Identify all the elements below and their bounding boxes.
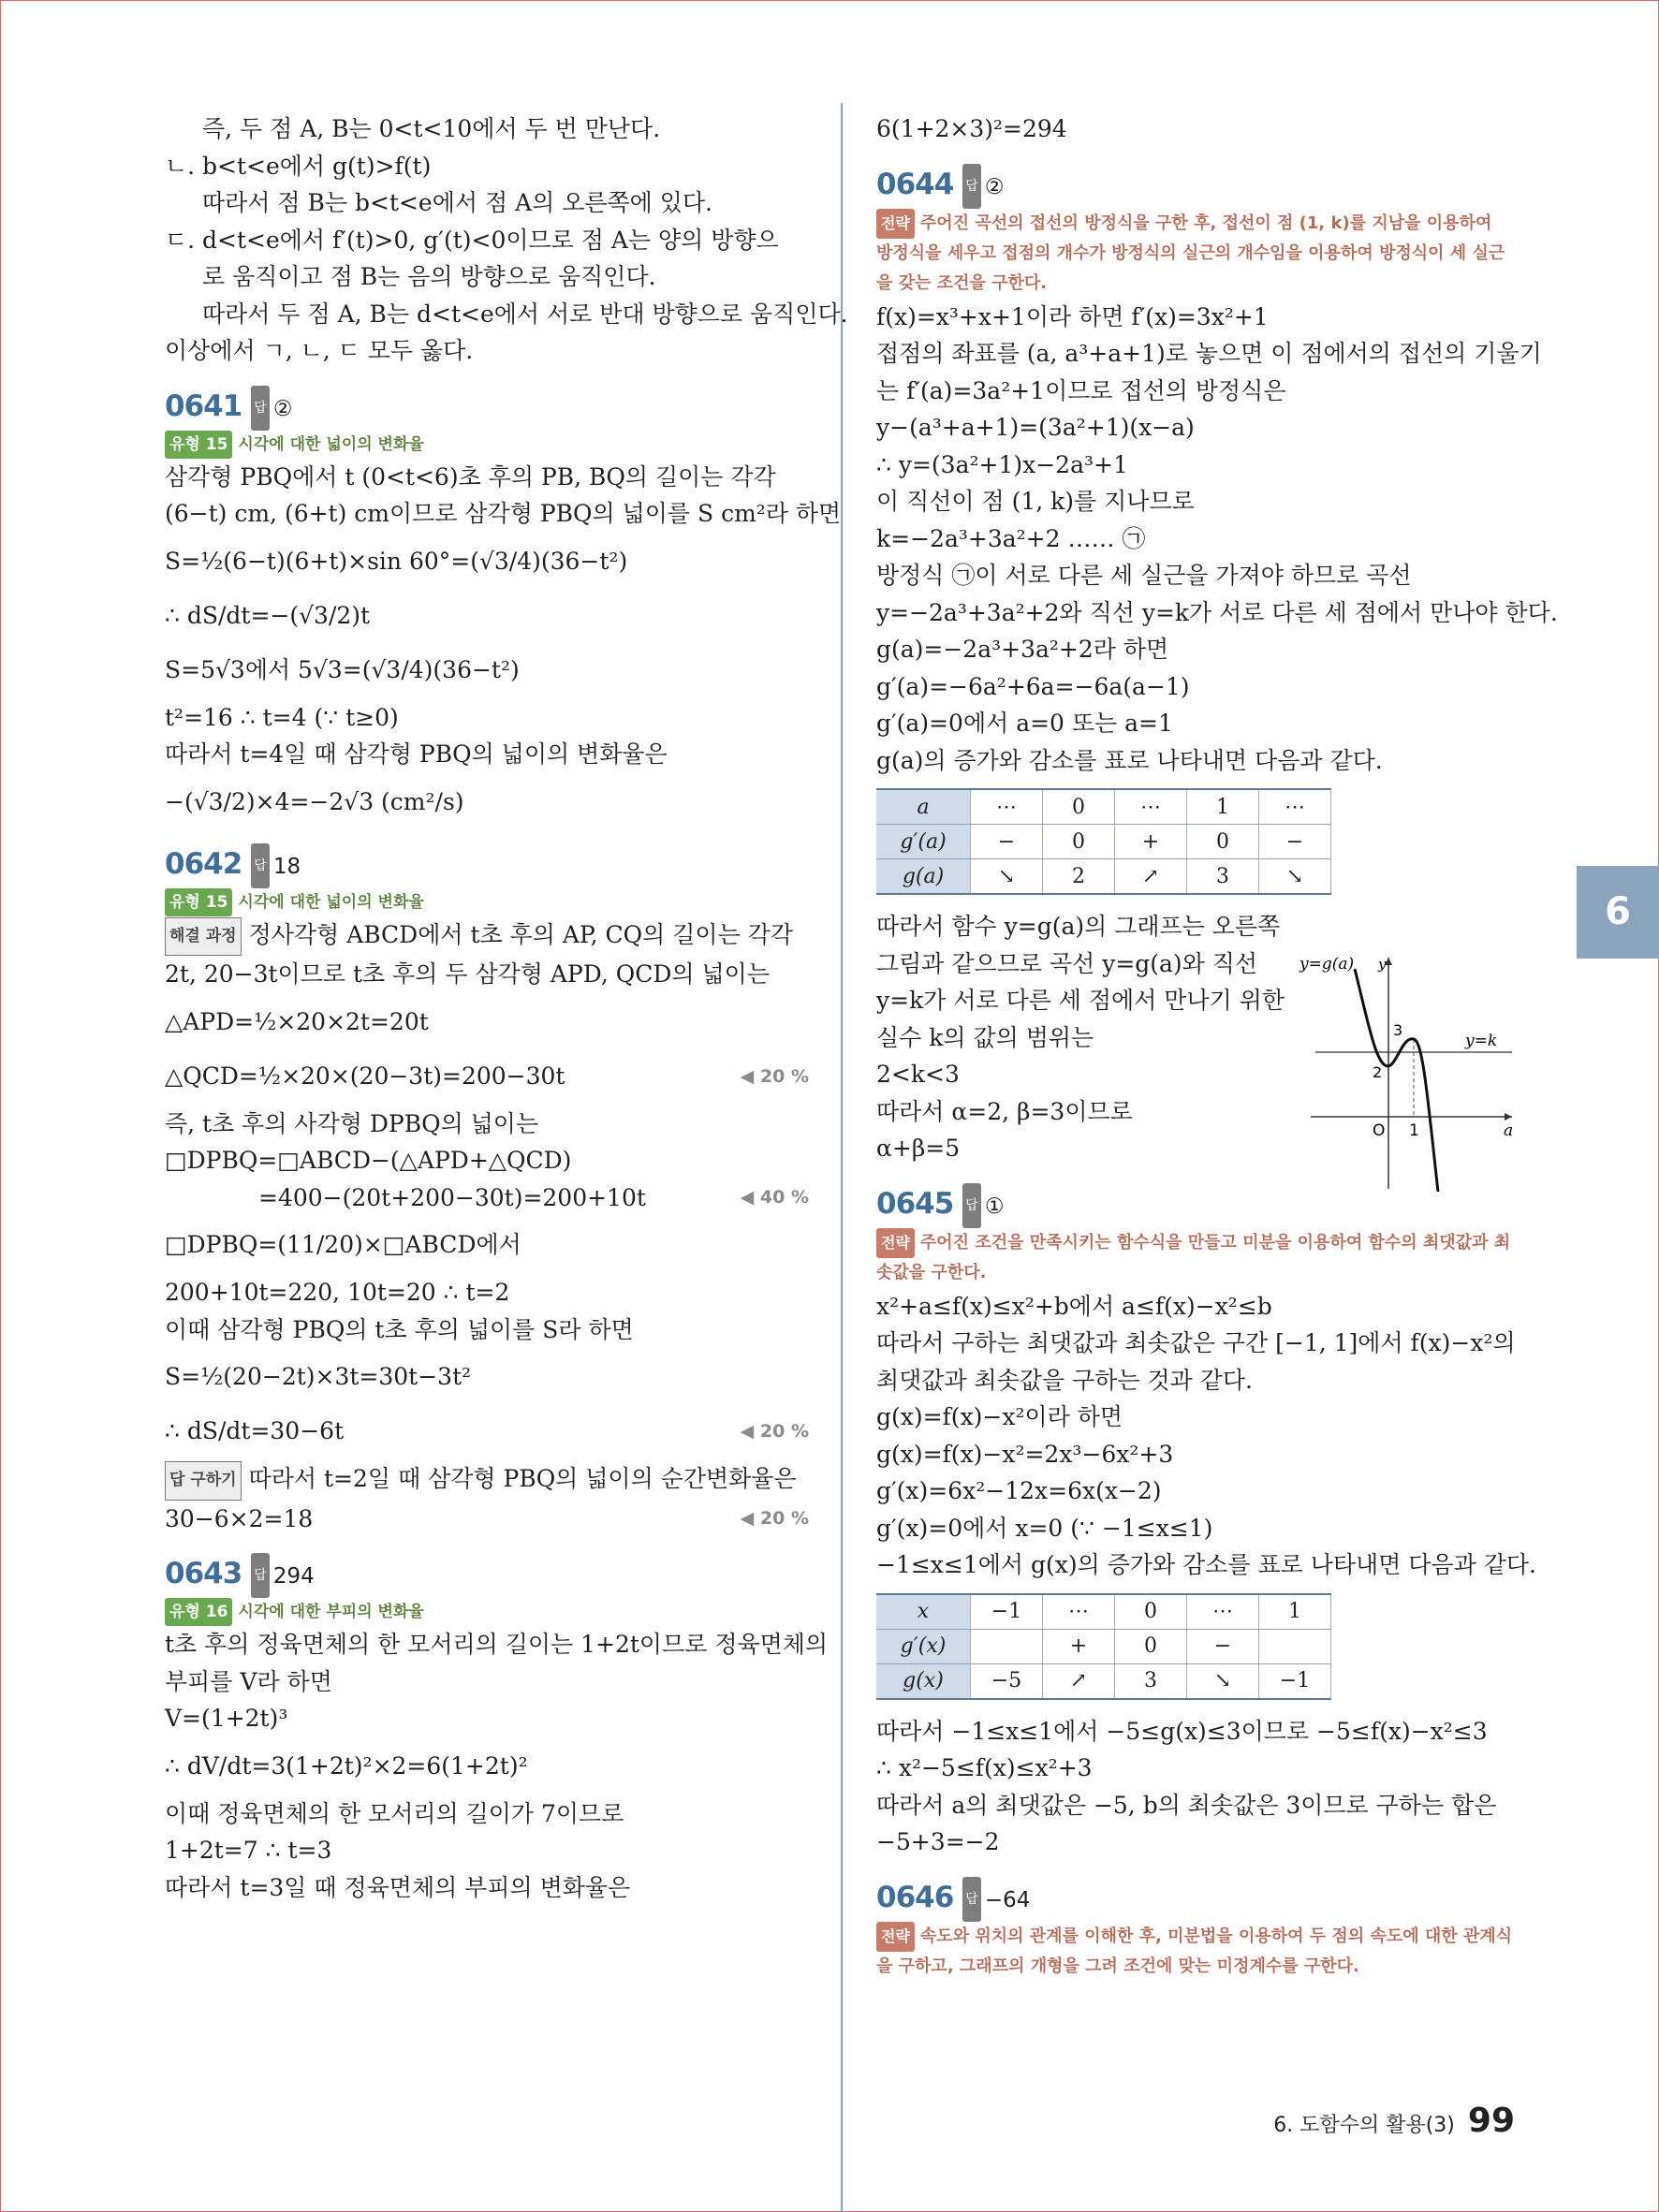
label-y: y (1378, 956, 1387, 973)
table-cell: −1 (971, 1594, 1043, 1630)
table-row (876, 789, 1331, 825)
equation: 200+10t=220, 10t=20 ∴ t=2 (165, 1279, 510, 1306)
text-content: △QCD=½×20×(20−3t)=200−30t (165, 1062, 565, 1090)
text-line: 즉, 두 점 A, B는 0<t<10에서 두 번 만난다. (202, 115, 661, 142)
page-number: 99 (1467, 2102, 1515, 2140)
score-percent: ◀ 20 % (740, 1065, 809, 1087)
equation: ∴ x²−5≤f(x)≤x²+3 (876, 1754, 1093, 1781)
table-row (876, 1629, 1331, 1663)
answer-icon: 답 (251, 843, 270, 888)
table-cell: − (1259, 825, 1331, 859)
answer-icon: 답 (962, 1183, 981, 1228)
text-line: t초 후의 정육면체의 한 모서리의 길이는 1+2t이므로 정육면체의 (165, 1631, 829, 1658)
equation: V=(1+2t)³ (165, 1705, 288, 1732)
text-line: g(a)의 증가와 감소를 표로 나타내면 다음과 같다. (876, 746, 1383, 774)
step-badge: 해결 과정 (165, 917, 242, 957)
table-cell: g(a) (876, 859, 971, 895)
table-cell: 0 (1187, 825, 1259, 859)
table-cell: + (1115, 825, 1187, 859)
equation (165, 1406, 809, 1457)
text-line: 따라서 α=2, β=3이므로 (876, 1097, 1133, 1125)
equation: □DPBQ=□ABCD−(△APD+△QCD) (165, 1147, 572, 1174)
chapter-tab: 6 (1577, 866, 1659, 959)
equation: −5+3=−2 (876, 1828, 1000, 1855)
equation: △APD=½×20×2t=20t (165, 1007, 429, 1035)
table-cell: 0 (1115, 1629, 1187, 1663)
answer-icon: 답 (251, 1553, 270, 1598)
problem-header-0644 (876, 163, 1513, 209)
strategy-badge: 전략 (876, 1922, 915, 1952)
left-column (165, 110, 848, 1906)
strategy-note (876, 1922, 1513, 1982)
equation: g′(x)=0에서 x=0 (∵ −1≤x≤1) (876, 1514, 1213, 1542)
variation-table-0644 (876, 788, 1331, 895)
table-cell: x (876, 1594, 971, 1630)
table-cell: 1 (1187, 789, 1259, 825)
answer-icon: 답 (251, 386, 270, 431)
type-badge: 유형 15 (165, 431, 232, 459)
table-cell: 1 (1259, 1594, 1331, 1630)
problem-header-0642 (165, 842, 809, 888)
strategy-badge: 전략 (876, 1228, 915, 1258)
label-a: a (1504, 1121, 1514, 1140)
text-line: 즉, t초 후의 사각형 DPBQ의 넓이는 (165, 1109, 539, 1137)
table-cell: ⋯ (1115, 789, 1187, 825)
table-cell: ⋯ (1187, 1594, 1259, 1630)
cubic-graph (1292, 950, 1517, 1194)
problem-header-0643 (165, 1552, 809, 1598)
label-k: y=k (1465, 1032, 1498, 1050)
type-badge: 유형 15 (165, 888, 232, 916)
text-line: 따라서 두 점 A, B는 d<t<e에서 서로 반대 방향으로 움직인다. (202, 300, 848, 328)
label-2: 2 (1373, 1063, 1383, 1081)
score-percent: ◀ 20 % (740, 1421, 809, 1442)
table-cell: g′(a) (876, 825, 971, 859)
table-cell: − (1187, 1629, 1259, 1663)
text-line: 그림과 같으므로 곡선 y=g(a)와 직선 (876, 949, 1258, 977)
type-text: 시각에 대한 넓이의 변화율 (238, 434, 424, 454)
step-badge: 답 구하기 (165, 1461, 242, 1501)
text-line: −1≤x≤1에서 g(x)의 증가와 감소를 표로 나타내면 다음과 같다. (876, 1551, 1536, 1578)
table-cell: g(x) (876, 1663, 971, 1699)
x-axis-arrow (1505, 1113, 1512, 1121)
problem-number: 0641 (165, 388, 242, 423)
table-cell: g′(x) (876, 1629, 971, 1663)
equation (165, 1179, 809, 1217)
equation: 2<k<3 (876, 1061, 960, 1088)
text-content: =400−(20t+200−30t)=200+10t (258, 1183, 646, 1211)
equation: g(a)=−2a³+3a²+2라 하면 (876, 636, 1169, 663)
answer-value: 294 (272, 1564, 315, 1589)
equation: g′(x)=6x²−12x=6x(x−2) (876, 1477, 1162, 1504)
label-3: 3 (1393, 1021, 1403, 1039)
equation: 따라서 −1≤x≤1에서 −5≤g(x)≤3이므로 −5≤f(x)−x²≤3 (876, 1717, 1488, 1745)
strategy-note (876, 1228, 1513, 1288)
strategy-badge: 전략 (876, 209, 915, 239)
strategy-text: 속도와 위치의 관계를 이해한 후, 미분법을 이용하여 두 점의 속도에 대한 관계식을 구하고, 그래프의 개형을 그려 조건에 맞는 미정계수를 구한다. (876, 1926, 1513, 1976)
curve-g (1355, 969, 1438, 1192)
table-cell: ↗ (1043, 1663, 1115, 1699)
text-line: 따라서 함수 y=g(a)의 그래프는 오른쪽 (876, 913, 1281, 940)
type-label (165, 1598, 809, 1626)
page-footer (1273, 2102, 1515, 2140)
text-content: ∴ dS/dt=30−6t (165, 1417, 345, 1444)
answer-icon: 답 (962, 1877, 981, 1922)
strategy-text: 주어진 조건을 만족시키는 함수식을 만들고 미분을 이용하여 함수의 최댓값과 최솟값을 구한다. (876, 1232, 1511, 1282)
text-line: 따라서 t=4일 때 삼각형 PBQ의 넓이의 변화율은 (165, 740, 668, 768)
equation: g(x)=f(x)−x²=2x³−6x²+3 (876, 1440, 1174, 1468)
equation: t²=16 ∴ t=4 (∵ t≥0) (165, 703, 399, 731)
equation: S=½(20−2t)×3t=30t−3t² (165, 1363, 472, 1390)
table-row (876, 1594, 1331, 1630)
strategy-text: 주어진 곡선의 접선의 방정식을 구한 후, 접선이 점 (1, k)를 지남을 이용하여 방정식을 세우고 접점의 개수가 방정식의 실근의 개수임을 이용하여 방정식이 세 실근을 갖는 조건을 구한다. (876, 212, 1505, 293)
text-line: 이때 삼각형 PBQ의 t초 후의 넓이를 S라 하면 (165, 1315, 634, 1343)
text-line: 2t, 20−3t이므로 t초 후의 두 삼각형 APD, QCD의 넓이는 (165, 960, 770, 988)
problem-number: 0646 (876, 1880, 954, 1914)
answer-value: −64 (984, 1887, 1031, 1912)
label-g: y=g(a) (1299, 955, 1355, 974)
text-line: 이 직선이 점 (1, k)를 지나므로 (876, 488, 1195, 515)
text-line (165, 1460, 809, 1501)
text-line: 따라서 a의 최댓값은 −5, b의 최솟값은 3이므로 구하는 합은 (876, 1791, 1497, 1819)
text-line (165, 916, 809, 957)
text-line: y=k가 서로 다른 세 점에서 만나기 위한 (876, 987, 1285, 1014)
table-cell: 2 (1043, 859, 1115, 895)
equation: f(x)=x³+x+1이라 하면 f′(x)=3x²+1 (876, 302, 1269, 330)
score-percent: ◀ 20 % (740, 1507, 809, 1529)
text-line: 따라서 t=3일 때 정육면체의 부피의 변화율은 (165, 1873, 631, 1901)
problem-number: 0642 (165, 846, 242, 881)
equation: ∴ dS/dt=−(√3/2)t (165, 601, 371, 629)
label-1: 1 (1409, 1121, 1419, 1140)
equation: 6(1+2×3)²=294 (876, 115, 1067, 142)
problem-header-0641 (165, 385, 809, 431)
equation: g(x)=f(x)−x²이라 하면 (876, 1403, 1123, 1430)
problem-number: 0645 (876, 1186, 954, 1221)
equation: S=5√3에서 5√3=(√3/4)(36−t²) (165, 655, 520, 683)
text-line: y=−2a³+3a²+2와 직선 y=k가 서로 다른 세 점에서 만나야 한다. (876, 598, 1558, 626)
equation: −(√3/2)×4=−2√3 (cm²/s) (165, 787, 464, 815)
equation: ∴ y=(3a²+1)x−2a³+1 (876, 450, 1128, 478)
text-line: 이상에서 ㄱ, ㄴ, ㄷ 모두 옳다. (165, 337, 474, 364)
label-origin: O (1373, 1121, 1386, 1140)
chapter-title: 6. 도함수의 활용(3) (1273, 2114, 1455, 2137)
table-cell: ↘ (971, 859, 1043, 895)
equation: 1+2t=7 ∴ t=3 (165, 1837, 332, 1864)
answer-value: ② (272, 396, 293, 421)
type-text: 시각에 대한 넓이의 변화율 (238, 892, 424, 912)
text-line: (6−t) cm, (6+t) cm이므로 삼각형 PBQ의 넓이를 S cm²라 하면 (165, 500, 842, 527)
text-line: 부피를 V라 하면 (165, 1667, 332, 1695)
table-cell: a (876, 789, 971, 825)
column-divider (841, 103, 843, 2212)
table-cell: −1 (1259, 1663, 1331, 1699)
table-cell: 0 (1043, 825, 1115, 859)
table-row (876, 825, 1331, 859)
text-content: 30−6×2=18 (165, 1504, 314, 1532)
text-line: ㄷ. d<t<e에서 f′(t)>0, g′(t)<0이므로 점 A는 양의 방향으 (165, 226, 779, 254)
score-percent: ◀ 40 % (740, 1186, 809, 1208)
equation: g′(a)=−6a²+6a=−6a(a−1) (876, 672, 1190, 700)
equation: g′(a)=0에서 a=0 또는 a=1 (876, 710, 1173, 737)
text-line: ㄴ. b<t<e에서 g(t)>f(t) (165, 152, 432, 180)
text-line: 삼각형 PBQ에서 t (0<t<6)초 후의 PB, BQ의 길이는 각각 (165, 462, 776, 491)
table-cell: ↗ (1115, 859, 1187, 895)
text-line: 최댓값과 최솟값을 구하는 것과 같다. (876, 1366, 1253, 1394)
table-cell: + (1043, 1629, 1115, 1663)
table-cell: 3 (1187, 859, 1259, 895)
text-line: 이때 정육면체의 한 모서리의 길이가 7이므로 (165, 1799, 624, 1827)
equation: y−(a³+a+1)=(3a²+1)(x−a) (876, 414, 1195, 441)
text-line: 따라서 점 B는 b<t<e에서 점 A의 오른쪽에 있다. (202, 189, 712, 216)
problem-number: 0643 (165, 1557, 242, 1590)
type-label (165, 431, 809, 459)
equation: □DPBQ=(11/20)×□ABCD에서 (165, 1231, 521, 1258)
equation: S=½(6−t)(6+t)×sin 60°=(√3/4)(36−t²) (165, 547, 628, 575)
text-line: 접점의 좌표를 (a, a³+a+1)로 놓으면 이 점에서의 접선의 기울기 (876, 340, 1542, 367)
text-content: 정사각형 ABCD에서 t초 후의 AP, CQ의 길이는 각각 (248, 920, 793, 948)
table-cell: −5 (971, 1663, 1043, 1699)
table-cell: − (971, 825, 1043, 859)
table-cell: 0 (1115, 1594, 1187, 1630)
answer-icon: 답 (962, 164, 981, 209)
type-text: 시각에 대한 부피의 변화율 (238, 1603, 424, 1621)
text-content: 따라서 t=2일 때 삼각형 PBQ의 넓이의 순간변화율은 (248, 1465, 797, 1492)
equation: k=−2a³+3a²+2 …… ㉠ (876, 524, 1146, 552)
equation (165, 1501, 809, 1538)
variation-table-0645 (876, 1593, 1331, 1700)
type-badge: 유형 16 (165, 1598, 232, 1626)
table-cell: ⋯ (971, 789, 1043, 825)
problem-header-0646 (876, 1876, 1513, 1922)
table-cell (1259, 1629, 1331, 1663)
answer-value: 18 (272, 854, 301, 879)
equation: α+β=5 (876, 1135, 961, 1162)
equation (165, 1051, 809, 1102)
table-cell: ↘ (1187, 1663, 1259, 1699)
text-line: 실수 k의 값의 범위는 (876, 1023, 1094, 1051)
strategy-note (876, 209, 1513, 299)
type-label (165, 888, 809, 916)
table-cell: 0 (1043, 789, 1115, 825)
table-row (876, 1663, 1331, 1699)
answer-value: ② (984, 174, 1005, 199)
table-cell: ⋯ (1043, 1594, 1115, 1630)
table-row (876, 859, 1331, 895)
text-line: 따라서 구하는 최댓값과 최솟값은 구간 [−1, 1]에서 f(x)−x²의 (876, 1329, 1516, 1356)
answer-value: ① (984, 1194, 1005, 1219)
problem-number: 0644 (876, 167, 954, 201)
equation: x²+a≤f(x)≤x²+b에서 a≤f(x)−x²≤b (876, 1292, 1272, 1320)
table-cell: ⋯ (1259, 789, 1331, 825)
equation: ∴ dV/dt=3(1+2t)²×2=6(1+2t)² (165, 1751, 528, 1780)
table-cell (971, 1629, 1043, 1663)
text-line: 는 f′(a)=3a²+1이므로 접선의 방정식은 (876, 376, 1286, 404)
text-line: 방정식 ㉠이 서로 다른 세 실근을 가져야 하므로 곡선 (876, 562, 1412, 589)
text-line: 로 움직이고 점 B는 음의 방향으로 움직인다. (202, 263, 656, 290)
table-cell: 3 (1115, 1663, 1187, 1699)
table-cell: ↘ (1259, 859, 1331, 895)
